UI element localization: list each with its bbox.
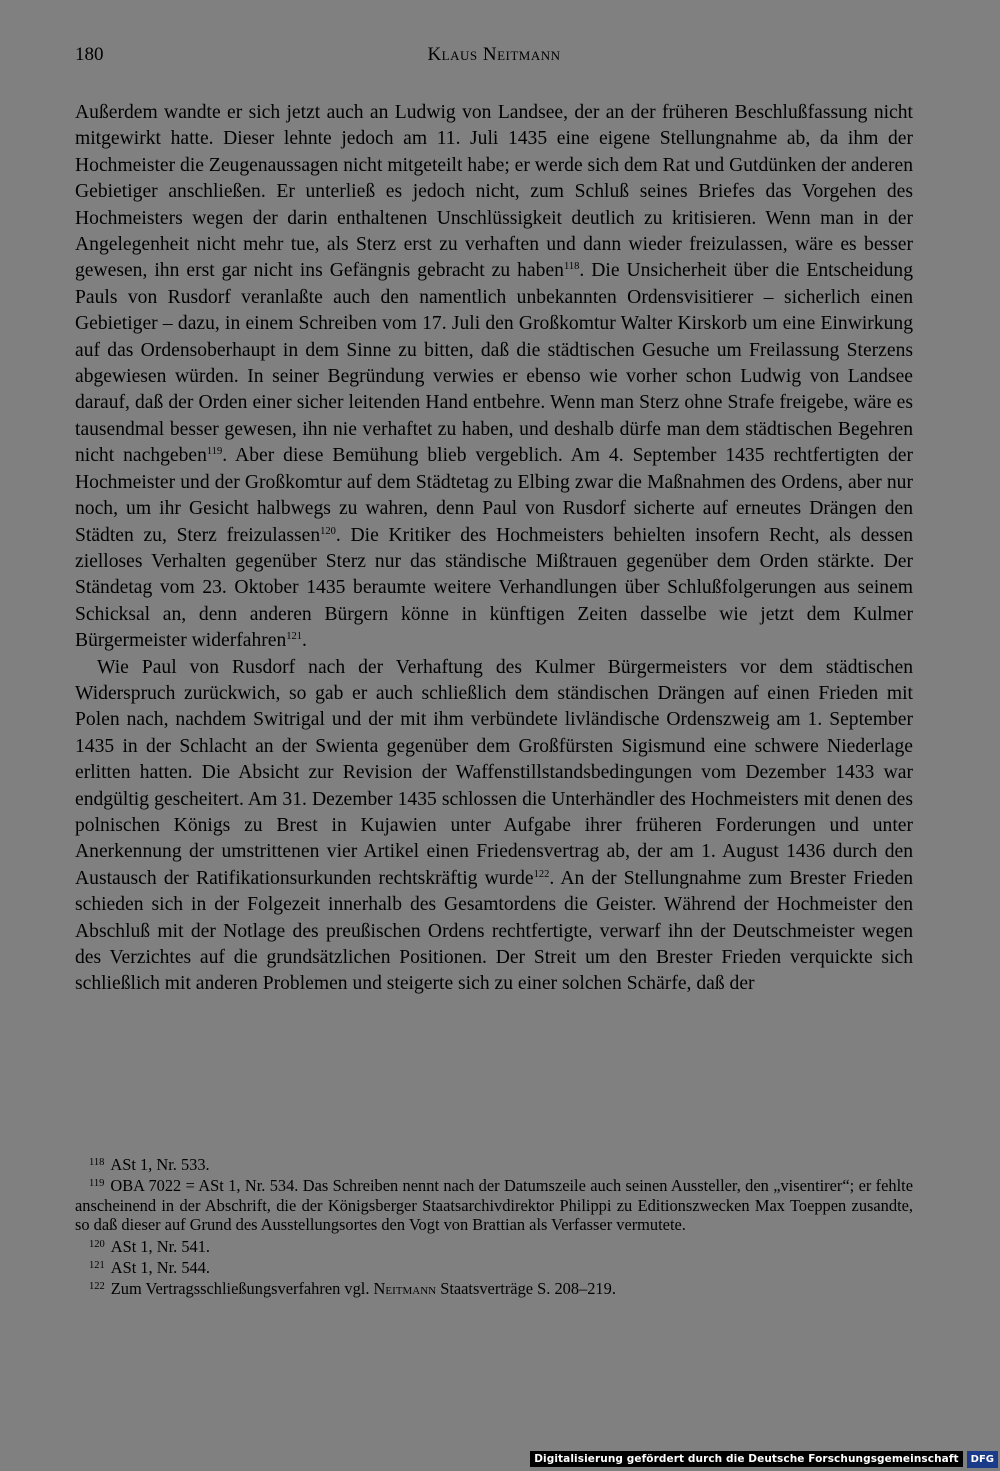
dfg-logo-icon: DFG (967, 1451, 998, 1468)
running-head: Klaus Neitmann (427, 44, 561, 65)
footnote-119: $^{119}$ OBA 7022 = ASt 1, Nr. 534. Das Schreiben nennt nach der Datumszeile auch seinen Aussteller, den „visentirer“; er fehlte anscheinend in der Abschrift, die der Königsberger Staatsarchivdirektor Philippi zu Editionszwecken Max Toeppen zusandte, so daß dieser auf Grund des Ausstellungsortes den Vogt von Brattian als Verfasser vermutete. (75, 1176, 913, 1235)
main-text (75, 100, 913, 998)
footnote-ref-122[interactable]: 122 (533, 868, 550, 880)
footnote-122: $^{122}$ Zum Vertragsschließungsverfahren vgl. Neitmann Staatsverträge S. 208–219. (89, 1279, 616, 1299)
digitization-notice: Digitalisierung gefördert durch die Deutsche Forschungsgemeinschaft (530, 1451, 962, 1467)
footnote-ref-118[interactable]: 118 (563, 261, 580, 273)
footnotes (75, 1153, 913, 1299)
footnote-ref-120[interactable]: 120 (320, 525, 336, 537)
page-number: 180 (75, 44, 104, 65)
footnote-121: $^{121}$ ASt 1, Nr. 544. (89, 1258, 211, 1278)
footnote-ref-121[interactable]: 121 (286, 631, 303, 643)
paragraph-1: Außerdem wandte er sich jetzt auch an Ludwig von Landsee, der an der früheren Beschlußfassung nicht mitgewirkt hatte. Dieser lehnte jedoch am 11. Juli 1435 eine eigene Stellungnahme ab, da ihm der Hochmeister die Zeugenaussagen nicht mitgeteilt habe; er werde sich dem Rat und Gutdünken der anderen Gebietiger anschließen. Er unterließ es jedoch nicht, zum Schluß seines Briefes das Vorgehen des Hochmeisters wegen der darin enthaltenen Unschlüssigkeit deutlich zu kritisieren. Wenn man in der Angelegenheit nicht mehr tue, als Sterz erst zu verhaften und dann wieder freizulassen, wäre es besser gewesen, ihn erst gar nicht ins Gefängnis gebracht zu haben$^{118}$. Die Unsicherheit über die Entscheidung Pauls von Rusdorf veranlaßte auch den namentlich unbekannten Ordensvisitierer – sicherlich einen Gebietiger – dazu, in einem Schreiben vom 17. Juli den Großkomtur Walter Kirskorb um eine Einwirkung auf das Ordensoberhaupt in dem Sinne zu bitten, daß die städtischen Gesuche um Freilassung Sterzens abgewiesen würden. In seiner Begründung verwies er ebenso wie vorher schon Ludwig von Landsee darauf, daß der Orden einer sicher leitenden Hand entbehre. Wenn man Sterz ohne Strafe freigebe, wäre es tausendmal besser gewesen, ihn nie verhaftet zu haben, und deshalb dürfe man dem städtischen Begehren nicht nachgeben$^{119}$. Aber diese Bemühung blieb vergeblich. Am 4. September 1435 rechtfertigten der Hochmeister und der Großkomtur auf dem Städtetag zu Elbing zwar die Maßnahmen des Ordens, aber nur noch, um ihr Gesicht halbwegs zu wahren, denn Paul von Rusdorf sicherte auf erneutes Drängen den Städten zu, Sterz freizulassen$^{120}$. Die Kritiker des Hochmeisters behielten insofern Recht, als dessen zielloses Verhalten gegenüber Sterz nur das ständische Mißtrauen gegenüber dem Orden stärkte. Der Ständetag vom 23. Oktober 1435 beraumte weitere Verhandlungen über Schlußfolgerungen aus seinem Schicksal an, denn anderen Bürgern könne in künftigen Zeiten dasselbe wie jetzt dem Kulmer Bürgermeister widerfahren$^{121}$. (75, 102, 914, 652)
footnote-120: $^{120}$ ASt 1, Nr. 541. (89, 1236, 211, 1256)
paragraph-2: Wie Paul von Rusdorf nach der Verhaftung des Kulmer Bürgermeisters vor dem städtischen Widerspruch zurückwich, so gab er auch schließlich dem ständischen Drängen auf einen Frieden mit Polen nach, nachdem Switrigal und der mit ihm verbündete livländische Ordenszweig am 1. September 1435 in der Schlacht an der Swienta gegenüber dem Großfürsten Sigismund eine schwere Niederlage erlitten hatten. Die Absicht zur Revision der Waffenstillstandsbedingungen vom Dezember 1433 war endgültig gescheitert. Am 31. Dezember 1435 schlossen die Unterhändler des Hochmeisters mit denen des polnischen Königs zu Brest in Kujawien unter Aufgabe ihrer früheren Forderungen und unter Anerkennung der umstrittenen vier Artikel einen Friedensvertrag ab, der am 1. August 1436 durch den Austausch der Ratifikationsurkunden rechtskräftig wurde$^{122}$. An der Stellungnahme zum Brester Frieden schieden sich in der Folgezeit innerhalb des Gesamtordens die Geister. Während der Hochmeister den Abschluß mit der Notlage des preußischen Ordens rechtfertigte, verwarf ihn der Deutschmeister wegen des Verzichtes auf die grundsätzlichen Positionen. Der Streit um den Brester Frieden verquickte sich schließlich mit anderen Problemen und steigerte sich zu einer solchen Schärfe, daß der (75, 656, 913, 995)
digitization-footer (524, 1447, 1000, 1471)
footnote-ref-119[interactable]: 119 (206, 446, 223, 458)
footnote-118: $^{118}$ ASt 1, Nr. 533. (89, 1155, 210, 1174)
page-header (75, 44, 913, 74)
